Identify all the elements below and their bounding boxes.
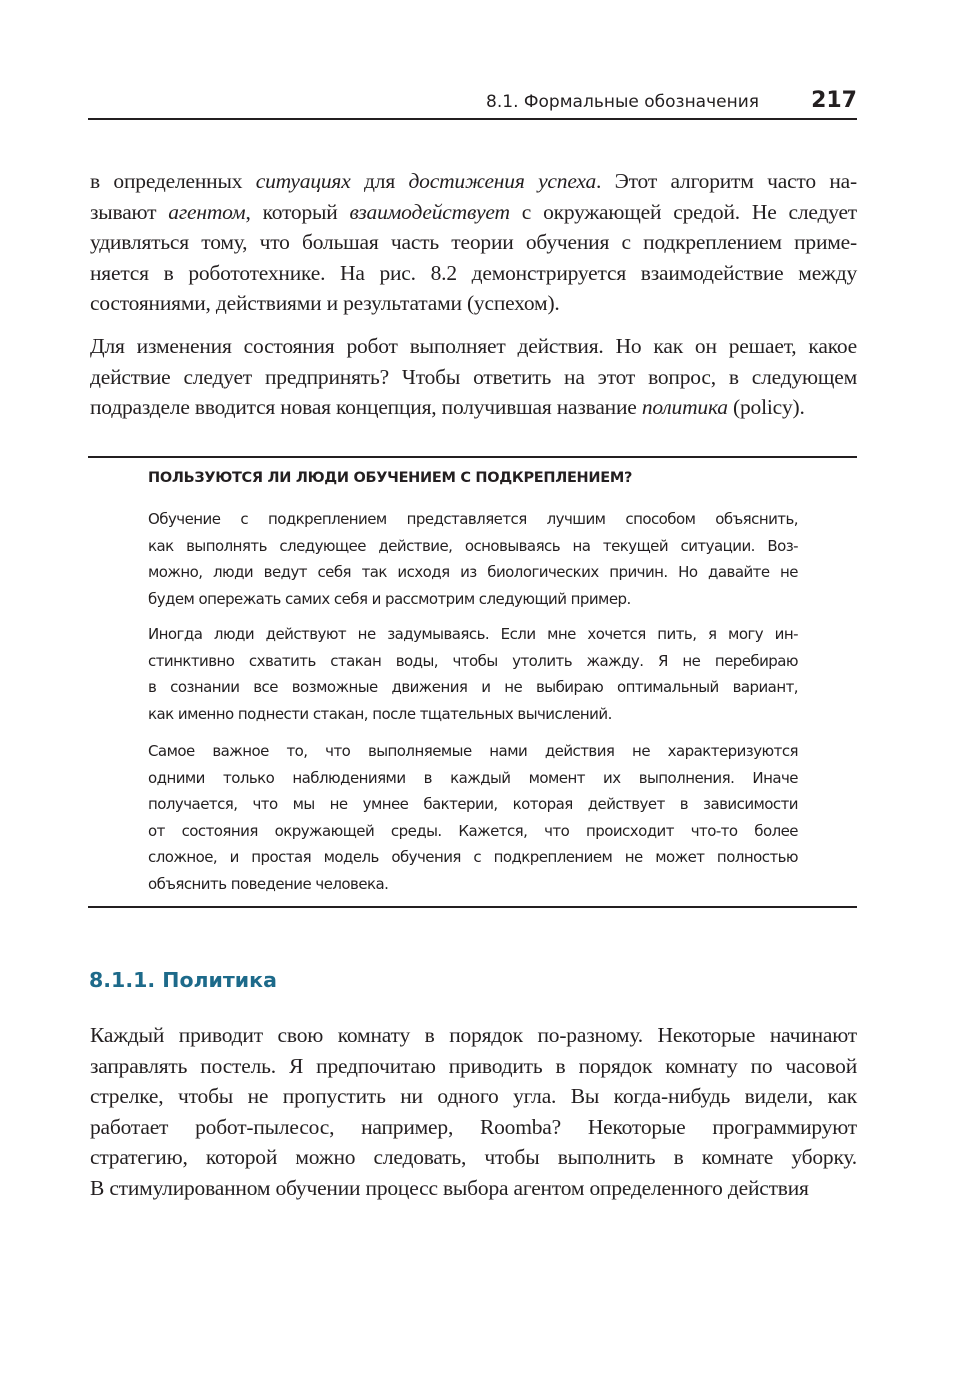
text-line: объяснить поведение человека. [148, 874, 389, 893]
text-line: действие следует предпринять? Чтобы ответить на этот вопрос, в следующем [90, 364, 857, 389]
sidebar-paragraph-3 [148, 738, 798, 897]
text-line: подразделе вводится новая концепция, получившая название политика (policy). [90, 395, 805, 419]
text-line: заправлять постель. Я предпочитаю приводить в порядок комнату по часовой [90, 1053, 857, 1078]
text-line: Каждый приводит свою комнату в порядок по-разному. Некоторые начинают [90, 1023, 857, 1047]
text-line: няется в робототехнике. На рис. 8.2 демонстрируется взаимодействие между [90, 260, 857, 285]
text-line: стрелке, чтобы не пропустить ни одного угла. Вы когда-нибудь видели, как [90, 1084, 857, 1108]
section-heading: 8.1.1. Политика [89, 968, 277, 992]
text-line: одними только наблюдениями в каждый момент их выполнения. Иначе [148, 768, 798, 787]
text-line: состояниями, действиями и результатами (успехом). [90, 291, 560, 315]
text-line: сложное, и простая модель обучения с подкреплением не может полностью [148, 848, 798, 866]
text-line: стратегию, которой можно следовать, чтобы выполнить в комнате уборку. [90, 1145, 857, 1169]
sidebar-box [88, 456, 857, 908]
sidebar-paragraph-1 [148, 506, 798, 612]
text-line: стинктивно схватить стакан воды, чтобы утолить жажду. Я не перебираю [148, 651, 798, 670]
text-line: в сознании все возможные движения и не выбираю оптимальный вариант, [148, 678, 798, 696]
intro-paragraph [90, 166, 857, 319]
text-line: будем опережать самих себя и рассмотрим следующий пример. [148, 589, 631, 608]
sidebar-paragraph-2 [148, 621, 798, 727]
running-header [88, 86, 857, 120]
text-line: Самое важное то, что выполняемые нами действия не характеризуются [148, 742, 798, 760]
text-line: работает робот-пылесос, например, Roomba? Некоторые программируют [90, 1114, 857, 1139]
text-line: как выполнять следующее действие, основываясь на текущей ситуации. Воз- [148, 536, 798, 555]
text-line: Иногда люди действуют не задумываясь. Если мне хочется пить, я могу ин- [148, 625, 798, 643]
section-paragraph [90, 1020, 857, 1203]
text-line: в определенных ситуациях для достижения успеха. Этот алгоритм часто на- [90, 169, 857, 193]
text-line: можно, люди ведут себя так исходя из биологических причин. Но давайте не [148, 563, 798, 581]
sidebar-title: ПОЛЬЗУЮТСЯ ЛИ ЛЮДИ ОБУЧЕНИЕМ С ПОДКРЕПЛЕНИЕМ? [148, 470, 633, 486]
text-line: от состояния окружающей среды. Кажется, что происходит что-то более [148, 821, 798, 840]
text-line: Обучение с подкреплением представляется лучшим способом объяснить, [148, 510, 798, 528]
page-number: 217 [811, 88, 857, 113]
policy-paragraph [90, 331, 857, 423]
text-line: удивляться тому, что большая часть теории обучения с подкреплением приме- [90, 230, 857, 254]
text-line: В стимулированном обучении процесс выбора агентом определенного действия [90, 1175, 809, 1200]
text-line: зывают агентом, который взаимодействует с окружающей средой. Не следует [90, 199, 858, 224]
text-line: Для изменения состояния робот выполняет действия. Но как он решает, какое [90, 334, 857, 358]
text-line: как именно поднести стакан, после тщательных вычислений. [148, 704, 612, 723]
text-line: получается, что мы не умнее бактерии, которая действует в зависимости [148, 795, 798, 813]
running-title: 8.1. Формальные обозначения [486, 92, 759, 112]
